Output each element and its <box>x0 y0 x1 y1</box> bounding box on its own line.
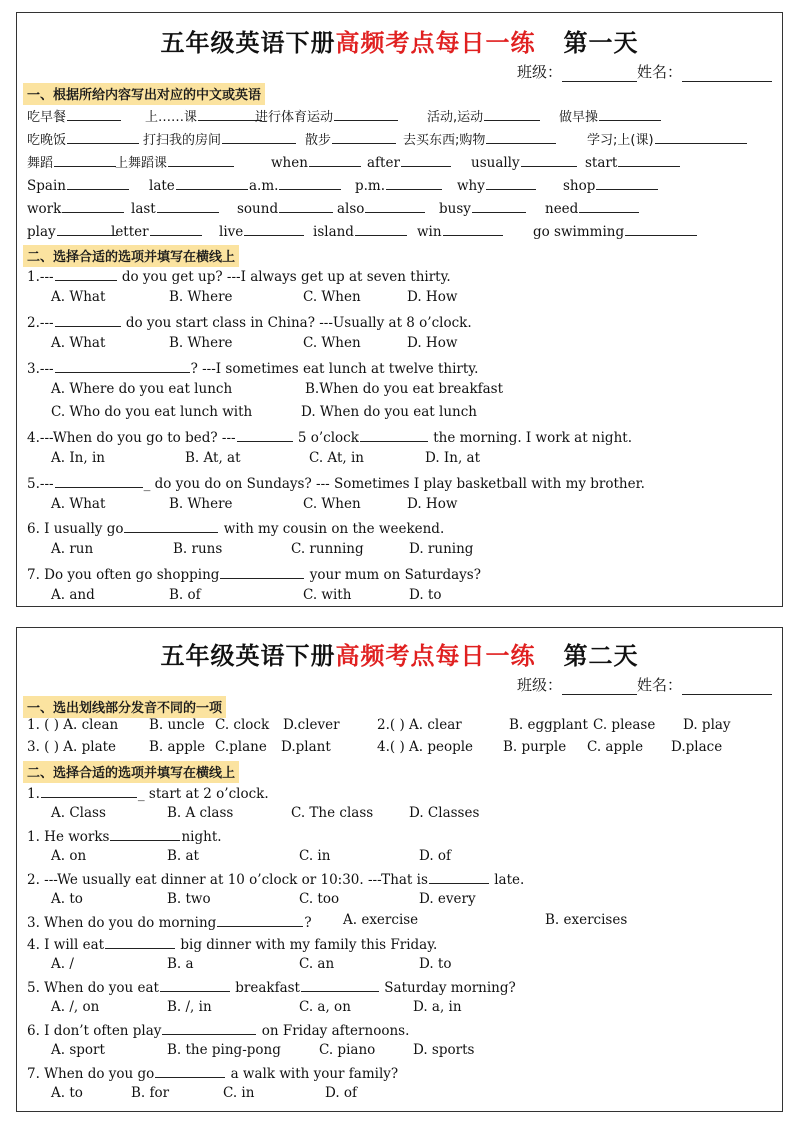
options-row <box>27 496 778 516</box>
vocab-item <box>249 175 342 194</box>
vocab-word: busy <box>439 201 471 217</box>
option[interactable]: B. exercises <box>545 912 628 928</box>
vocab-row <box>27 152 778 172</box>
phonics-item[interactable]: D.plant <box>281 739 331 755</box>
name-label: 姓名： <box>636 676 682 694</box>
vocab-item <box>145 106 263 125</box>
vocab-word: win <box>417 224 442 240</box>
vocab-item <box>219 221 305 240</box>
option[interactable]: A. / <box>51 956 74 972</box>
question-text: 2.--- <box>27 315 54 331</box>
question-text: 4.---When do you go to bed? --- <box>27 430 236 446</box>
question-text: Saturday morning? <box>380 980 516 996</box>
option[interactable]: A. to <box>51 891 83 907</box>
answer-blank[interactable] <box>484 106 540 121</box>
question-text: 5. When do you eat <box>27 980 159 996</box>
vocab-item <box>27 198 125 217</box>
vocab-item <box>305 129 397 148</box>
answer-blank[interactable] <box>162 1020 256 1035</box>
option[interactable]: A. exercise <box>343 912 419 928</box>
question-text: 5.--- <box>27 476 54 492</box>
option[interactable]: A. Where do you eat lunch <box>51 381 233 397</box>
answer-blank[interactable] <box>625 221 697 236</box>
vocab-word: 散步 <box>305 133 332 148</box>
option[interactable]: D. runing <box>409 541 474 557</box>
option[interactable]: A. run <box>51 541 94 557</box>
option[interactable]: B. /, in <box>167 999 212 1015</box>
vocab-item <box>27 152 117 171</box>
question-row <box>27 427 778 447</box>
option[interactable]: C. an <box>299 956 335 972</box>
question-text: 1. He works <box>27 829 110 845</box>
answer-blank[interactable] <box>355 221 407 236</box>
question-row <box>27 826 778 846</box>
answer-blank[interactable] <box>332 129 396 144</box>
section-2-heading: 二、选择合适的选项并填写在横线上 <box>23 245 239 267</box>
options-row <box>27 450 778 470</box>
option[interactable]: A. What <box>51 335 106 351</box>
question-text: breakfast <box>230 980 300 996</box>
option[interactable]: B. Where <box>169 496 233 512</box>
answer-blank[interactable] <box>67 106 121 121</box>
vocab-word: also <box>337 201 365 217</box>
option[interactable]: C. running <box>291 541 364 557</box>
vocab-item <box>545 198 640 217</box>
answer-blank[interactable] <box>176 175 248 190</box>
class-name-line <box>517 674 772 695</box>
question-text: the morning. I work at night. <box>428 430 632 446</box>
option[interactable]: C. in <box>299 848 331 864</box>
answer-blank[interactable] <box>334 106 398 121</box>
vocab-item <box>27 175 130 194</box>
question-text: _ start at 2 o’clock. <box>137 786 269 802</box>
vocab-item <box>337 198 426 217</box>
options-row <box>27 956 778 976</box>
vocab-word: why <box>457 178 485 194</box>
options-row <box>27 891 778 911</box>
vocab-item <box>471 152 578 171</box>
vocab-item <box>255 106 399 125</box>
vocab-item <box>143 129 297 148</box>
question-text: 7. When do you go <box>27 1066 155 1082</box>
vocab-word: Spain <box>27 178 66 194</box>
answer-blank[interactable] <box>244 221 304 236</box>
answer-blank[interactable] <box>198 106 262 121</box>
vocab-row <box>27 221 778 241</box>
question-text: 2. ---We usually eat dinner at 10 o’clock or 10:30. ---That is <box>27 872 428 888</box>
vocab-word: 去买东西;购物 <box>403 133 486 148</box>
option[interactable]: D. Classes <box>409 805 480 821</box>
answer-blank[interactable] <box>220 564 304 579</box>
vocab-word: island <box>313 224 354 240</box>
answer-blank[interactable] <box>443 221 503 236</box>
section-1-heading: 一、根据所给内容写出对应的中文或英语 <box>23 83 265 105</box>
title-day: 第二天 <box>563 642 639 670</box>
vocab-word: 活动,运动 <box>427 110 484 125</box>
option[interactable]: D. to <box>409 587 442 603</box>
options-row <box>27 805 778 825</box>
vocab-item <box>131 198 220 217</box>
option[interactable]: C. a, on <box>299 999 351 1015</box>
vocab-row <box>27 129 778 149</box>
vocab-word: letter <box>111 224 149 240</box>
answer-blank[interactable] <box>160 977 230 992</box>
option[interactable]: C. in <box>223 1085 255 1101</box>
vocab-word: work <box>27 201 62 217</box>
option[interactable]: A. to <box>51 1085 83 1101</box>
vocab-word: 进行体育运动 <box>255 110 334 125</box>
vocab-item <box>563 175 659 194</box>
option[interactable]: C. At, in <box>309 450 364 466</box>
section-2-heading: 二、选择合适的选项并填写在横线上 <box>23 761 239 783</box>
class-field[interactable] <box>562 678 637 695</box>
option[interactable]: D. How <box>407 496 458 512</box>
name-field[interactable] <box>682 678 772 695</box>
answer-blank[interactable] <box>168 152 234 167</box>
title-black: 五年级英语下册 <box>160 642 336 670</box>
question-text: do you get up? ---I always get up at seven thirty. <box>117 269 451 285</box>
options-row <box>27 587 778 607</box>
class-name-line <box>517 61 772 82</box>
phonics-item[interactable]: C. apple <box>587 739 644 755</box>
option[interactable]: D. of <box>325 1085 358 1101</box>
question-row <box>27 266 778 286</box>
worksheet-day-1 <box>16 12 783 607</box>
question-text: on Friday afternoons. <box>257 1023 410 1039</box>
name-field[interactable] <box>682 65 772 82</box>
vocab-item <box>355 175 443 194</box>
title-red: 高频考点每日一练 <box>335 642 536 670</box>
question-text: 7. Do you often go shopping <box>27 567 220 583</box>
question-row <box>27 783 778 803</box>
answer-blank[interactable] <box>55 358 190 373</box>
question-text: a walk with your family? <box>226 1066 399 1082</box>
answer-blank[interactable] <box>62 198 124 213</box>
option[interactable]: B. for <box>131 1085 170 1101</box>
options-row <box>27 999 778 1019</box>
question-text: 4. I will eat <box>27 937 105 953</box>
vocab-item <box>585 152 681 171</box>
vocab-item <box>367 152 452 171</box>
option[interactable]: B. of <box>169 587 201 603</box>
phonics-item[interactable]: 4.( ) A. people <box>377 739 474 755</box>
answer-blank[interactable] <box>599 106 661 121</box>
vocab-word: 上……课 <box>145 110 198 125</box>
option[interactable]: D. When do you eat lunch <box>301 404 477 420</box>
option[interactable]: B. Where <box>169 289 233 305</box>
question-text: 1.--- <box>27 269 54 285</box>
phonics-item[interactable]: B. purple <box>503 739 567 755</box>
answer-blank[interactable] <box>54 152 116 167</box>
answer-blank[interactable] <box>365 198 425 213</box>
vocab-row <box>27 106 778 126</box>
phonics-item[interactable]: C. clock <box>215 717 270 733</box>
question-row <box>27 869 778 889</box>
option[interactable]: A. on <box>51 848 87 864</box>
answer-blank[interactable] <box>655 129 747 144</box>
answer-blank[interactable] <box>486 129 556 144</box>
question-text: with my cousin on the weekend. <box>219 521 445 537</box>
phonics-item[interactable]: B. uncle <box>149 717 205 733</box>
phonics-item[interactable]: B. apple <box>149 739 206 755</box>
option[interactable]: B. at <box>167 848 199 864</box>
class-label: 班级： <box>516 63 562 81</box>
vocab-word: 吃早餐 <box>27 110 67 125</box>
answer-blank[interactable] <box>41 783 137 798</box>
phonics-item[interactable]: D. play <box>683 717 731 733</box>
answer-blank[interactable] <box>401 152 451 167</box>
answer-blank[interactable] <box>301 977 379 992</box>
option[interactable]: B. a <box>167 956 194 972</box>
answer-blank[interactable] <box>157 198 219 213</box>
vocab-item <box>27 221 118 240</box>
option[interactable]: B. runs <box>173 541 223 557</box>
answer-blank[interactable] <box>579 198 639 213</box>
option[interactable]: A. Class <box>51 805 106 821</box>
answer-blank[interactable] <box>217 912 303 927</box>
question-text: night. <box>181 829 222 845</box>
vocab-row <box>27 175 778 195</box>
vocab-item <box>237 198 334 217</box>
option[interactable]: D. a, in <box>413 999 462 1015</box>
option[interactable]: B. At, at <box>185 450 241 466</box>
options-row <box>27 848 778 868</box>
question-row <box>27 518 778 538</box>
vocab-word: go swimming <box>533 224 625 240</box>
phonics-item[interactable]: D.place <box>671 739 723 755</box>
question-text: 6. I don’t often play <box>27 1023 162 1039</box>
vocab-word: need <box>545 201 579 217</box>
title-day: 第一天 <box>563 29 639 57</box>
phonics-row <box>27 739 778 759</box>
phonics-item[interactable]: 3. ( ) A. plate <box>27 739 117 755</box>
vocab-item <box>457 175 537 194</box>
phonics-item[interactable]: 1. ( ) A. clean <box>27 717 119 733</box>
vocab-word: p.m. <box>355 178 386 194</box>
option[interactable]: D. How <box>407 335 458 351</box>
vocab-item <box>403 129 557 148</box>
question-row <box>27 977 778 997</box>
question-text: 3.--- <box>27 361 54 377</box>
vocab-item <box>271 152 362 171</box>
question-row <box>27 1063 778 1083</box>
title-red: 高频考点每日一练 <box>335 29 536 57</box>
option[interactable]: B. A class <box>167 805 234 821</box>
option[interactable]: C. too <box>299 891 340 907</box>
worksheet-day-2 <box>16 627 783 1112</box>
vocab-row <box>27 198 778 218</box>
options-row <box>27 541 778 561</box>
vocab-item <box>149 175 249 194</box>
options-row <box>27 335 778 355</box>
answer-blank[interactable] <box>150 221 202 236</box>
answer-blank[interactable] <box>237 427 293 442</box>
options-row <box>27 1085 778 1105</box>
vocab-word: after <box>367 155 400 171</box>
option[interactable]: D. of <box>419 848 452 864</box>
question-text: 3. When do you do morning <box>27 915 217 931</box>
option[interactable]: C. When <box>303 289 361 305</box>
phonics-item[interactable]: B. eggplant <box>509 717 588 733</box>
option[interactable]: D. How <box>407 289 458 305</box>
question-text: do you start class in China? ---Usually at 8 o’clock. <box>121 315 472 331</box>
answer-blank[interactable] <box>124 518 218 533</box>
question-row <box>27 934 778 954</box>
options-row <box>27 289 778 309</box>
question-text: 5 o’clock <box>293 430 359 446</box>
vocab-word: 上舞蹈课 <box>115 156 168 171</box>
answer-blank[interactable] <box>386 175 442 190</box>
options-row <box>27 404 778 424</box>
option[interactable]: B.When do you eat breakfast <box>305 381 504 397</box>
phonics-item[interactable]: C.plane <box>215 739 267 755</box>
vocab-word: late <box>149 178 175 194</box>
phonics-row <box>27 717 778 737</box>
vocab-item <box>427 106 541 125</box>
answer-blank[interactable] <box>360 427 428 442</box>
phonics-item[interactable]: D.clever <box>283 717 340 733</box>
answer-blank[interactable] <box>279 198 333 213</box>
option[interactable]: D. to <box>419 956 452 972</box>
vocab-word: shop <box>563 178 596 194</box>
answer-blank[interactable] <box>55 473 143 488</box>
option[interactable]: C. piano <box>319 1042 376 1058</box>
answer-blank[interactable] <box>521 152 577 167</box>
vocab-word: live <box>219 224 244 240</box>
answer-blank[interactable] <box>67 129 139 144</box>
option[interactable]: B. the ping-pong <box>167 1042 281 1058</box>
option[interactable]: D. every <box>419 891 476 907</box>
question-row <box>27 473 778 493</box>
option[interactable]: A. What <box>51 289 106 305</box>
vocab-item <box>439 198 527 217</box>
question-text: your mum on Saturdays? <box>305 567 481 583</box>
vocab-item <box>27 106 122 125</box>
question-row <box>27 312 778 332</box>
option[interactable]: A. /, on <box>51 999 100 1015</box>
question-text: _ do you do on Sundays? --- Sometimes I play basketball with my brother. <box>143 476 645 492</box>
vocab-word: a.m. <box>249 178 279 194</box>
vocab-word: 打扫我的房间 <box>143 133 222 148</box>
vocab-item <box>587 129 748 148</box>
phonics-item[interactable]: 2.( ) A. clear <box>377 717 462 733</box>
option[interactable]: A. sport <box>51 1042 105 1058</box>
vocab-word: 学习;上(课) <box>587 133 654 148</box>
vocab-item <box>115 152 235 171</box>
option[interactable]: A. In, in <box>51 450 105 466</box>
question-row <box>27 358 778 378</box>
name-label: 姓名： <box>636 63 682 81</box>
answer-blank[interactable] <box>618 152 680 167</box>
vocab-word: when <box>271 155 308 171</box>
question-text: 6. I usually go <box>27 521 124 537</box>
answer-blank[interactable] <box>309 152 361 167</box>
answer-blank[interactable] <box>279 175 341 190</box>
answer-blank[interactable] <box>67 175 129 190</box>
vocab-item <box>417 221 504 240</box>
question-text: 1. <box>27 786 40 802</box>
answer-blank[interactable] <box>110 826 180 841</box>
vocab-item <box>111 221 203 240</box>
options-row <box>27 1042 778 1062</box>
option[interactable]: C. with <box>303 587 352 603</box>
vocab-item <box>559 106 662 125</box>
vocab-word: start <box>585 155 618 171</box>
option[interactable]: A. and <box>51 587 95 603</box>
answer-blank[interactable] <box>472 198 526 213</box>
question-row <box>27 1020 778 1040</box>
question-row <box>27 564 778 584</box>
question-text: ? <box>304 915 312 931</box>
question-row <box>27 912 778 932</box>
page-title <box>17 23 782 58</box>
question-text: big dinner with my family this Friday. <box>176 937 438 953</box>
class-field[interactable] <box>562 65 637 82</box>
option[interactable]: B. Where <box>169 335 233 351</box>
section-1-heading: 一、选出划线部分发音不同的一项 <box>23 696 226 718</box>
vocab-word: sound <box>237 201 279 217</box>
option[interactable]: C. The class <box>291 805 374 821</box>
vocab-item <box>533 221 698 240</box>
vocab-word: play <box>27 224 56 240</box>
class-label: 班级： <box>516 676 562 694</box>
option[interactable]: D. In, at <box>425 450 481 466</box>
vocab-word: usually <box>471 155 520 171</box>
answer-blank[interactable] <box>57 221 117 236</box>
option[interactable]: A. What <box>51 496 106 512</box>
answer-blank[interactable] <box>429 869 489 884</box>
answer-blank[interactable] <box>596 175 658 190</box>
vocab-word: 吃晚饭 <box>27 133 67 148</box>
option[interactable]: C. When <box>303 496 361 512</box>
option[interactable]: D. sports <box>413 1042 475 1058</box>
vocab-word: 做早操 <box>559 110 599 125</box>
answer-blank[interactable] <box>55 312 121 327</box>
option[interactable]: B. two <box>167 891 211 907</box>
vocab-word: last <box>131 201 156 217</box>
question-text: late. <box>489 872 525 888</box>
phonics-item[interactable]: C. please <box>593 717 656 733</box>
vocab-word: 舞蹈 <box>27 156 54 171</box>
answer-blank[interactable] <box>486 175 536 190</box>
vocab-item <box>27 129 140 148</box>
answer-blank[interactable] <box>105 934 175 949</box>
option[interactable]: C. Who do you eat lunch with <box>51 404 253 420</box>
title-black: 五年级英语下册 <box>160 29 336 57</box>
vocab-item <box>313 221 408 240</box>
answer-blank[interactable] <box>55 266 117 281</box>
page-title <box>17 636 782 671</box>
question-text: ? ---I sometimes eat lunch at twelve thirty. <box>190 361 479 377</box>
options-row <box>27 381 778 401</box>
answer-blank[interactable] <box>222 129 296 144</box>
answer-blank[interactable] <box>155 1063 225 1078</box>
option[interactable]: C. When <box>303 335 361 351</box>
